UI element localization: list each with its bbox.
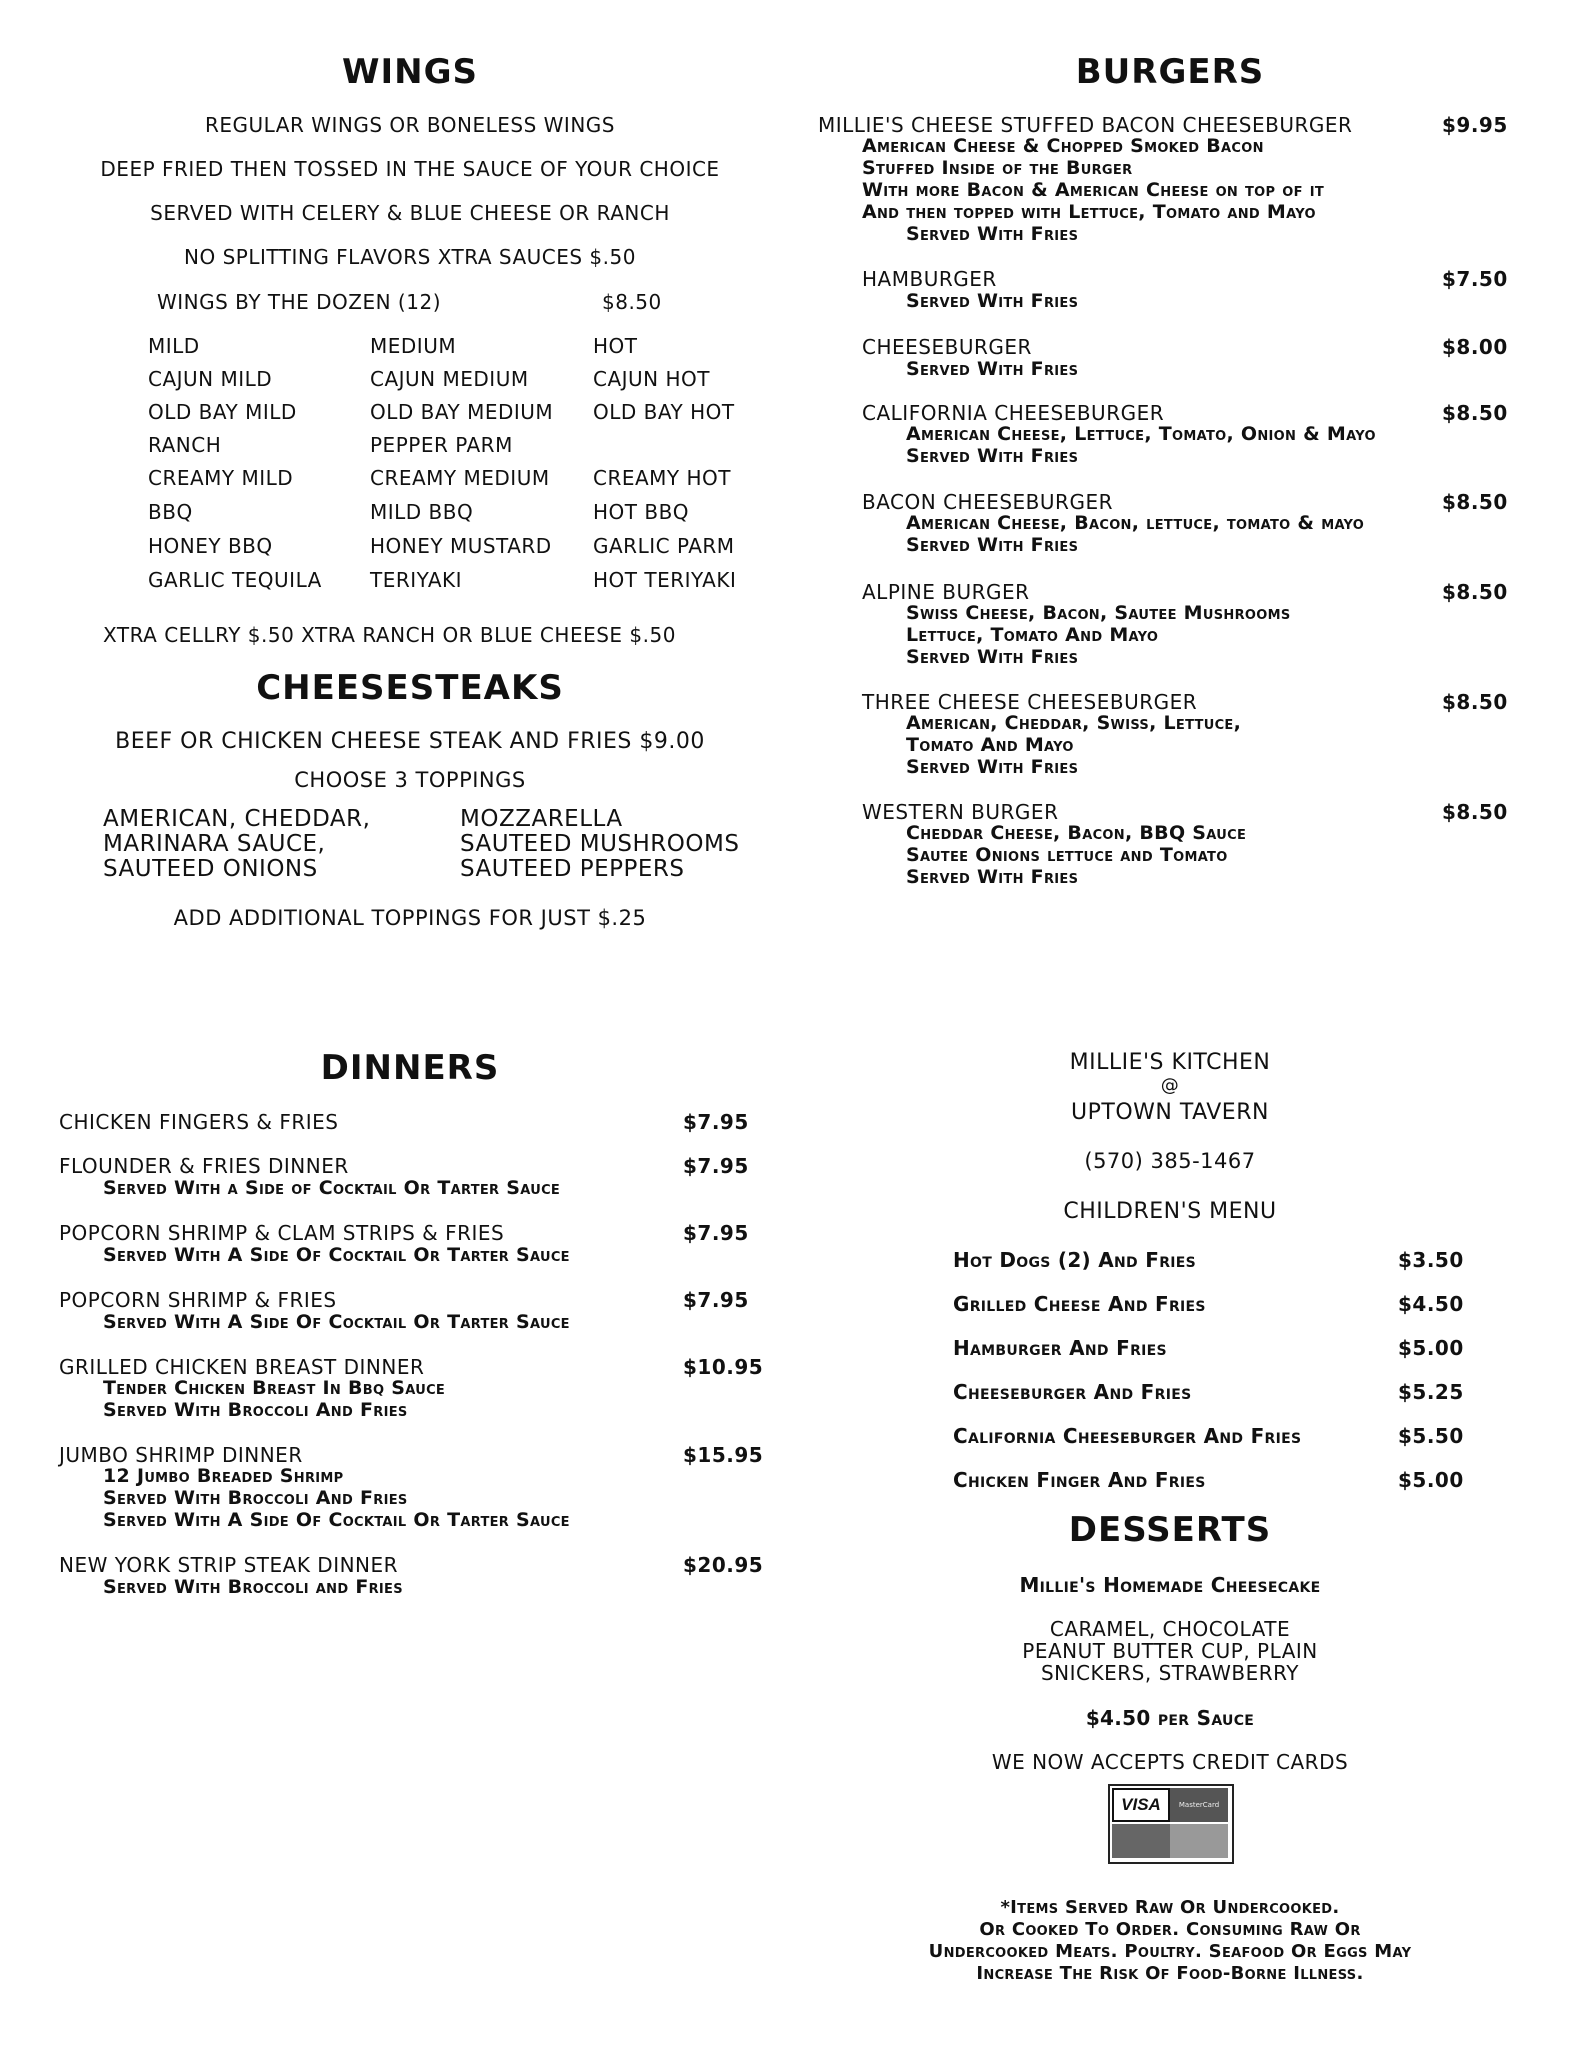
burger-name: ALPINE BURGER (862, 580, 1030, 604)
burger-name: THREE CHEESE CHEESEBURGER (862, 690, 1198, 714)
burger-name: BACON CHEESEBURGER (862, 490, 1113, 514)
kids-item-name: Hamburger And Fries (953, 1336, 1167, 1360)
flavor-item: MEDIUM (370, 334, 457, 358)
flavor-item: CAJUN HOT (593, 367, 710, 391)
dinner-price: $7.95 (683, 1110, 749, 1134)
burger-name: CHEESEBURGER (862, 335, 1032, 359)
dinner-desc: Served With A Side Of Cocktail Or Tarter Sauce (103, 1311, 570, 1333)
dessert-price: $4.50 per Sauce (1085, 1706, 1255, 1730)
flavor-item: CAJUN MILD (148, 367, 273, 391)
kids-item-price: $5.25 (1398, 1380, 1464, 1404)
cheesesteak-choose: CHOOSE 3 TOPPINGS (294, 768, 526, 792)
kids-item-price: $4.50 (1398, 1292, 1464, 1316)
dessert-name: Millie's Homemade Cheesecake (1019, 1573, 1321, 1597)
burger-desc: With more Bacon & American Cheese on top of it (862, 179, 1325, 201)
flavor-item: HOT TERIYAKI (593, 568, 737, 592)
restaurant-at: @ (1160, 1075, 1180, 1096)
burger-desc: Sautee Onions lettuce and Tomato (906, 844, 1228, 866)
dinner-desc: Served With Broccoli And Fries (103, 1399, 408, 1421)
flavor-item: HOT BBQ (593, 500, 690, 524)
wings-title: WINGS (341, 52, 478, 92)
topping-item: MOZZARELLA (460, 806, 623, 832)
kids-item-price: $5.50 (1398, 1424, 1464, 1448)
wings-line: DEEP FRIED THEN TOSSED IN THE SAUCE OF YOUR CHOICE (100, 157, 720, 181)
burger-desc: Swiss Cheese, Bacon, Sautee Mushrooms (906, 602, 1291, 624)
restaurant-phone: (570) 385-1467 (1084, 1149, 1256, 1173)
burger-served: Served With Fries (906, 358, 1079, 380)
dinner-price: $15.95 (683, 1443, 764, 1467)
burger-served: Served With Fries (906, 534, 1079, 556)
dinner-name: POPCORN SHRIMP & CLAM STRIPS & FRIES (59, 1221, 505, 1245)
burger-price: $8.00 (1442, 335, 1508, 359)
dinner-price: $20.95 (683, 1553, 764, 1577)
burger-name: MILLIE'S CHEESE STUFFED BACON CHEESEBURGER (818, 113, 1353, 137)
burger-desc: Cheddar Cheese, Bacon, BBQ Sauce (906, 822, 1247, 844)
dessert-flavors: SNICKERS, STRAWBERRY (1040, 1661, 1300, 1685)
burger-price: $8.50 (1442, 401, 1508, 425)
wings-line: SERVED WITH CELERY & BLUE CHEESE OR RANCH (150, 201, 670, 225)
kids-item-price: $3.50 (1398, 1248, 1464, 1272)
topping-item: SAUTEED PEPPERS (460, 856, 685, 882)
disclaimer-line: Increase The Risk Of Food-Borne Illness. (976, 1963, 1364, 1984)
burger-price: $7.50 (1442, 267, 1508, 291)
burger-price: $8.50 (1442, 490, 1508, 514)
topping-item: MARINARA SAUCE, (103, 831, 326, 857)
flavor-item: CREAMY MILD (148, 466, 294, 490)
burger-served: Served With Fries (906, 866, 1079, 888)
burger-price: $8.50 (1442, 800, 1508, 824)
flavor-item: CREAMY MEDIUM (370, 466, 550, 490)
flavor-item: MILD BBQ (370, 500, 474, 524)
dinner-desc: Served With A Side Of Cocktail Or Tarter Sauce (103, 1244, 570, 1266)
restaurant-name: MILLIE'S KITCHEN (1069, 1050, 1271, 1075)
dinner-price: $7.95 (683, 1288, 749, 1312)
disclaimer-line: Undercooked Meats. Poultry. Seafood Or Eggs May (928, 1941, 1412, 1962)
burger-desc: And then topped with Lettuce, Tomato and Mayo (862, 201, 1316, 223)
flavor-item: OLD BAY HOT (593, 400, 735, 424)
flavor-item: OLD BAY MILD (148, 400, 297, 424)
burger-served: Served With Fries (906, 445, 1079, 467)
flavor-item: GARLIC PARM (593, 534, 735, 558)
dinner-price: $10.95 (683, 1355, 764, 1379)
credit-cards-text: WE NOW ACCEPTS CREDIT CARDS (991, 1750, 1349, 1774)
kids-item-name: Hot Dogs (2) And Fries (953, 1248, 1197, 1272)
desserts-title: DESSERTS (1068, 1510, 1272, 1550)
visa-logo-text: VISA (1121, 1795, 1161, 1814)
kids-item-price: $5.00 (1398, 1336, 1464, 1360)
dinner-desc: Served With A Side Of Cocktail Or Tarter Sauce (103, 1509, 570, 1531)
wings-dozen-label: WINGS BY THE DOZEN (12) (157, 290, 441, 314)
flavor-item: OLD BAY MEDIUM (370, 400, 554, 424)
dinner-desc: Served With Broccoli And Fries (103, 1487, 408, 1509)
burger-served: Served With Fries (906, 756, 1079, 778)
cheesesteaks-title: CHEESESTEAKS (256, 668, 564, 708)
credit-card-logos (1108, 1784, 1234, 1864)
dinner-desc: Tender Chicken Breast In Bbq Sauce (103, 1377, 446, 1399)
kids-item-name: California Cheeseburger And Fries (953, 1424, 1302, 1448)
kids-item-name: Grilled Cheese And Fries (953, 1292, 1206, 1316)
flavor-item: RANCH (148, 433, 222, 457)
dinner-name: GRILLED CHICKEN BREAST DINNER (59, 1355, 425, 1379)
burgers-title: BURGERS (1075, 52, 1265, 92)
cheesesteak-additional: ADD ADDITIONAL TOPPINGS FOR JUST $.25 (173, 906, 647, 930)
flavor-item: BBQ (148, 500, 193, 524)
dinner-name: POPCORN SHRIMP & FRIES (59, 1288, 337, 1312)
flavor-item: GARLIC TEQUILA (148, 568, 322, 592)
dessert-flavors: CARAMEL, CHOCOLATE (1049, 1617, 1291, 1641)
kids-item-name: Chicken Finger And Fries (953, 1468, 1206, 1492)
burger-price: $9.95 (1442, 113, 1508, 137)
mastercard-logo-text: MasterCard (1178, 1801, 1220, 1809)
discover-logo (1112, 1824, 1170, 1858)
topping-item: AMERICAN, CHEDDAR, (103, 806, 371, 832)
dinner-name: NEW YORK STRIP STEAK DINNER (59, 1553, 399, 1577)
burger-desc: Tomato And Mayo (906, 734, 1074, 756)
visa-logo (1112, 1788, 1170, 1822)
dessert-flavors: PEANUT BUTTER CUP, PLAIN (1022, 1639, 1318, 1663)
wings-line: NO SPLITTING FLAVORS XTRA SAUCES $.50 (184, 245, 636, 269)
burger-served: Served With Fries (906, 646, 1079, 668)
flavor-item: PEPPER PARM (370, 433, 513, 457)
burger-served: Served With Fries (906, 223, 1079, 245)
disclaimer-line: Or Cooked To Order. Consuming Raw Or (979, 1919, 1361, 1940)
wings-dozen-price: $8.50 (602, 290, 662, 314)
disclaimer-line: *Items Served Raw Or Undercooked. (1000, 1897, 1340, 1918)
childrens-title: CHILDREN'S MENU (1063, 1199, 1277, 1224)
flavor-item: HONEY BBQ (148, 534, 273, 558)
flavor-item: CREAMY HOT (593, 466, 732, 490)
amex-logo (1170, 1824, 1228, 1858)
dinner-name: FLOUNDER & FRIES DINNER (59, 1154, 349, 1178)
kids-item-name: Cheeseburger And Fries (953, 1380, 1192, 1404)
dinner-desc: Served With a Side of Cocktail Or Tarter Sauce (103, 1177, 561, 1199)
burger-desc: Lettuce, Tomato And Mayo (906, 624, 1159, 646)
burger-price: $8.50 (1442, 690, 1508, 714)
burger-price: $8.50 (1442, 580, 1508, 604)
restaurant-location: UPTOWN TAVERN (1071, 1100, 1269, 1125)
burger-name: HAMBURGER (862, 267, 997, 291)
topping-item: SAUTEED ONIONS (103, 856, 318, 882)
mastercard-logo (1170, 1788, 1228, 1822)
wings-line: REGULAR WINGS OR BONELESS WINGS (205, 113, 615, 137)
dinner-desc: 12 Jumbo Breaded Shrimp (103, 1465, 344, 1487)
dinner-price: $7.95 (683, 1154, 749, 1178)
wings-extras: XTRA CELLRY $.50 XTRA RANCH OR BLUE CHEESE $.50 (103, 623, 676, 647)
burger-name: CALIFORNIA CHEESEBURGER (862, 401, 1165, 425)
flavor-item: HONEY MUSTARD (370, 534, 552, 558)
flavor-item: TERIYAKI (370, 568, 463, 592)
kids-item-price: $5.00 (1398, 1468, 1464, 1492)
burger-desc: American, Cheddar, Swiss, Lettuce, (906, 712, 1242, 734)
topping-item: SAUTEED MUSHROOMS (460, 831, 740, 857)
dinners-title: DINNERS (320, 1048, 500, 1088)
dinner-name: JUMBO SHRIMP DINNER (59, 1443, 303, 1467)
cheesesteak-main: BEEF OR CHICKEN CHEESE STEAK AND FRIES $9.00 (115, 729, 705, 754)
dinner-name: CHICKEN FINGERS & FRIES (59, 1110, 339, 1134)
burger-desc: American Cheese, Bacon, lettuce, tomato & mayo (906, 512, 1365, 534)
dinner-price: $7.95 (683, 1221, 749, 1245)
burger-served: Served With Fries (906, 290, 1079, 312)
burger-desc: American Cheese, Lettuce, Tomato, Onion & Mayo (906, 423, 1376, 445)
burger-desc: American Cheese & Chopped Smoked Bacon (862, 135, 1264, 157)
burger-name: WESTERN BURGER (862, 800, 1059, 824)
dinner-desc: Served With Broccoli and Fries (103, 1576, 403, 1598)
burger-desc: Stuffed Inside of the Burger (862, 157, 1133, 179)
flavor-item: MILD (148, 334, 200, 358)
flavor-item: HOT (593, 334, 638, 358)
flavor-item: CAJUN MEDIUM (370, 367, 529, 391)
